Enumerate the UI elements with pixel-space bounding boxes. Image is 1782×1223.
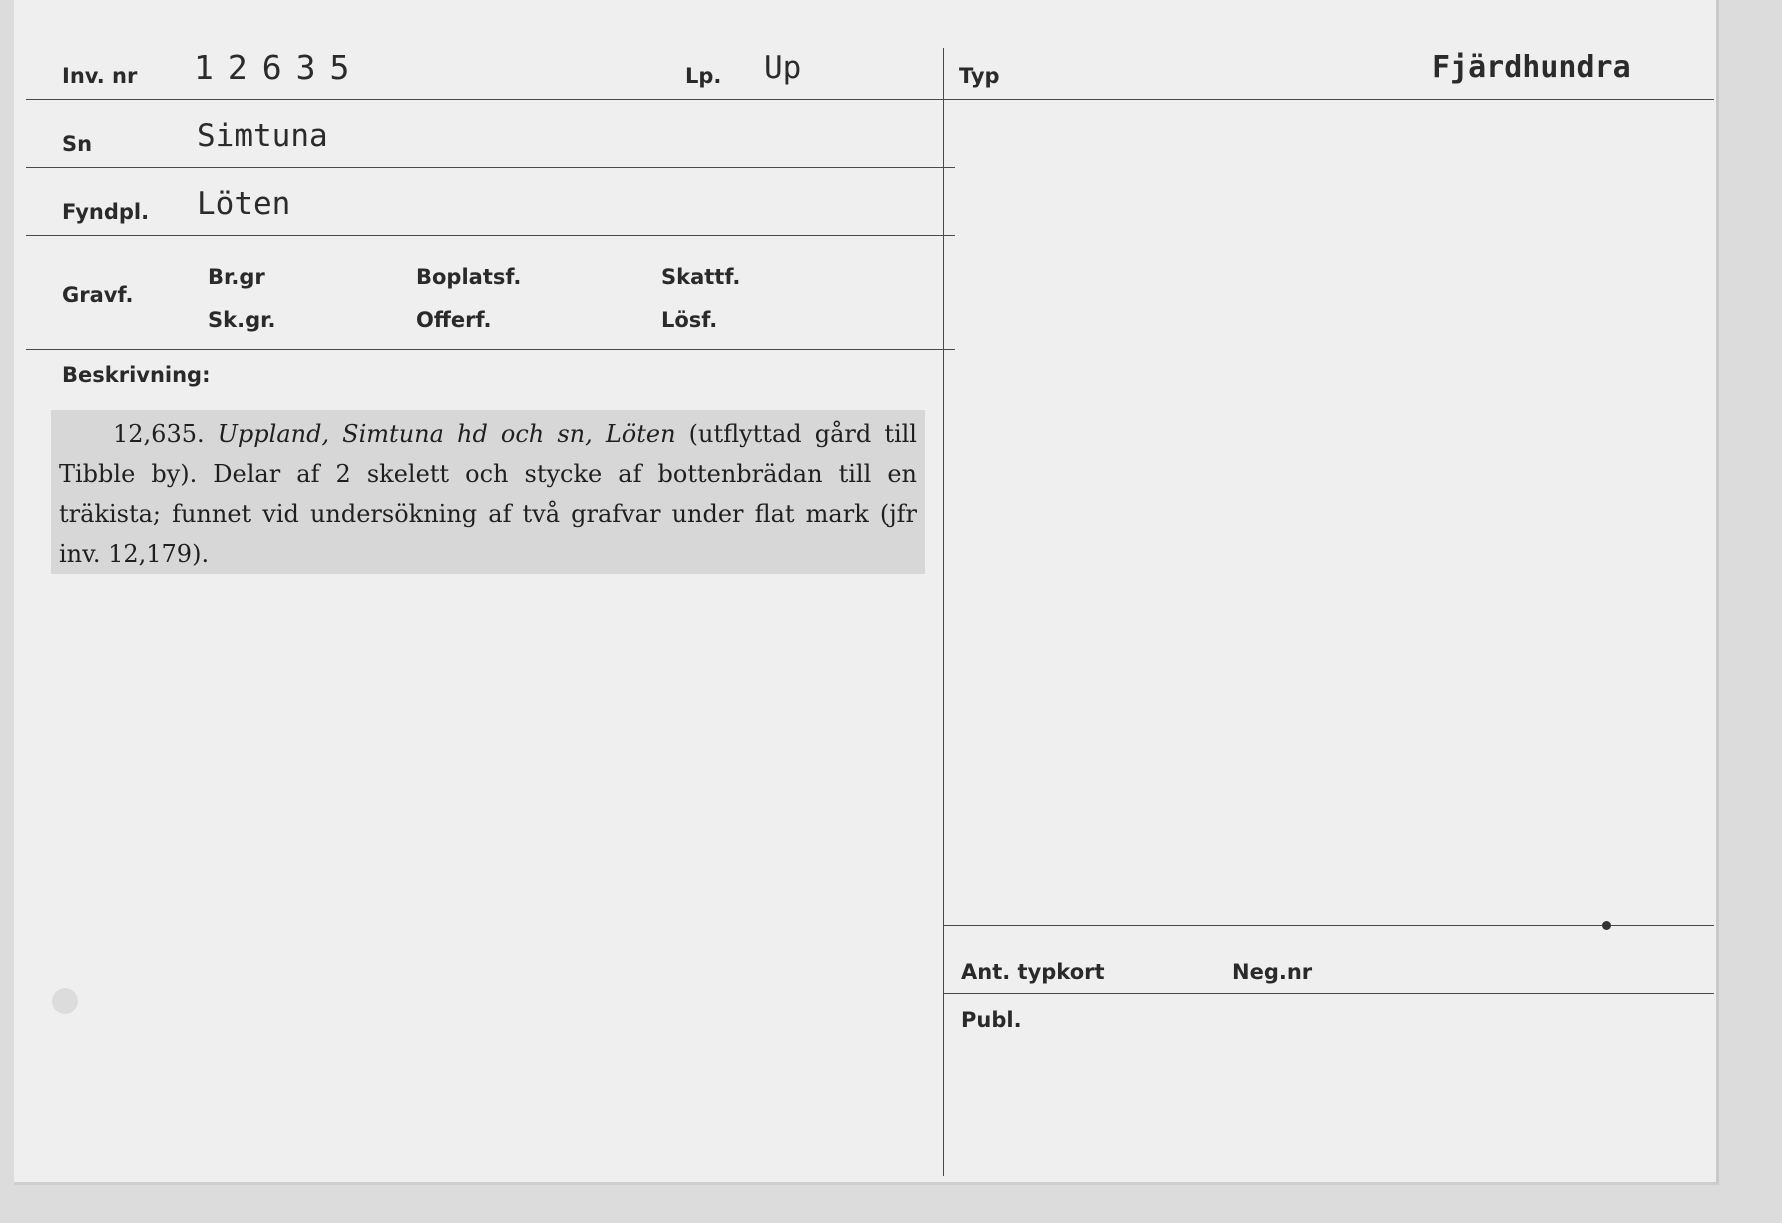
skgr-label: Sk.gr. [208, 308, 276, 332]
offerf-label: Offerf. [416, 308, 492, 332]
row-divider-fyndpl [26, 235, 955, 236]
publ-label: Publ. [961, 1008, 1022, 1032]
typ-value: Fjärdhundra [1432, 50, 1631, 85]
description-body: (utflyttad gård till Tibble by). Delar af 2 skelett och stycke af bottenbrädan till en träkista; funnet vid undersökning af två grafvar under flat mark (jfr inv. 12,179). [59, 420, 917, 568]
lp-value: Up [764, 50, 802, 86]
inv-nr-value: 12635 [194, 48, 364, 87]
row-divider-inv [26, 99, 955, 100]
skattf-label: Skattf. [661, 265, 741, 289]
beskrivning-label: Beskrivning: [62, 363, 211, 387]
sn-label: Sn [62, 132, 93, 156]
description-text [59, 414, 917, 574]
description-number: 12,635. [113, 420, 205, 448]
losf-label: Lösf. [661, 308, 718, 332]
gravf-label: Gravf. [62, 283, 134, 307]
description-place: Uppland, Simtuna hd och sn, Löten [217, 420, 676, 448]
boplatsf-label: Boplatsf. [416, 265, 522, 289]
inv-nr-label: Inv. nr [62, 64, 138, 88]
row-divider-sn [26, 167, 955, 168]
row-divider-publ-top [943, 993, 1714, 994]
catalog-card [14, 0, 1719, 1185]
row-divider-gravf [26, 349, 955, 350]
row-divider-ant-typkort-top [943, 925, 1714, 926]
ant-typkort-label: Ant. typkort [961, 960, 1105, 984]
neg-nr-label: Neg.nr [1232, 960, 1313, 984]
brgr-label: Br.gr [208, 265, 265, 289]
typ-label: Typ [959, 64, 1000, 88]
fyndpl-value: Löten [197, 186, 291, 222]
row-divider-typ [943, 99, 1714, 100]
column-divider [943, 48, 944, 1176]
fyndpl-label: Fyndpl. [62, 200, 150, 224]
lp-label: Lp. [685, 64, 722, 88]
pasted-description-clipping [51, 410, 925, 574]
smudge-mark [52, 988, 78, 1014]
sn-value: Simtuna [197, 118, 328, 154]
ink-dot [1602, 921, 1611, 930]
